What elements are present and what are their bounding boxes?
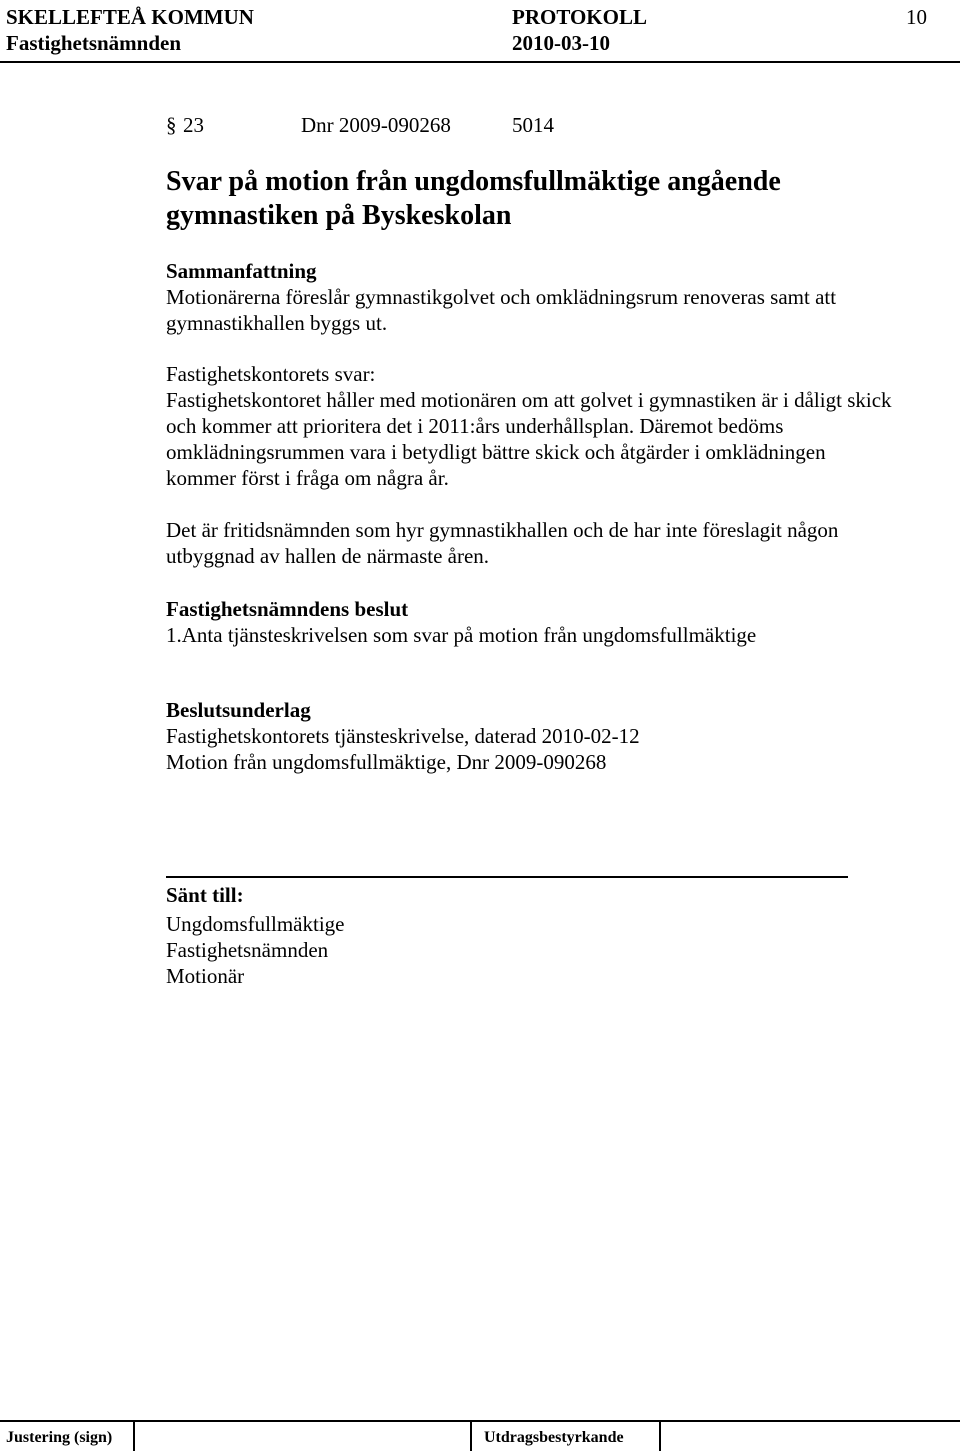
case-code: 5014 [512,113,554,137]
meeting-date: 2010-03-10 [512,31,610,55]
org-name: SKELLEFTEÅ KOMMUN [6,5,254,29]
sent-to-heading: Sänt till: [166,883,244,907]
response-line-3: omklädningsrummen vara i betydligt bättre skick och åtgärder i omklädningen [166,440,826,464]
extract-label: Utdragsbestyrkande [484,1429,624,1446]
case-dnr: Dnr 2009-090268 [301,113,451,137]
doc-type: PROTOKOLL [512,5,647,29]
basis-list [166,723,640,775]
response-p2-line-1: Det är fritidsnämnden som hyr gymnastikhallen och de har inte föreslagit någon [166,518,839,542]
footer-box-divider-3 [659,1421,661,1451]
summary-heading: Sammanfattning [166,259,317,283]
header-divider [0,61,960,63]
footer-box-divider-1 [133,1421,135,1451]
committee-name: Fastighetsnämnden [6,31,182,55]
case-number: 23 [183,113,204,137]
summary-line-2: gymnastikhallen byggs ut. [166,311,388,335]
summary-text [166,284,836,336]
response-paragraph-1 [166,387,892,491]
basis-heading: Beslutsunderlag [166,698,311,722]
basis-item-1: Fastighetskontorets tjänsteskrivelse, daterad 2010-02-12 [166,724,640,748]
title-line-1: Svar på motion från ungdomsfullmäktige angående [166,166,781,197]
page-number: 10 [906,5,927,29]
response-line-4: kommer först i fråga om några år. [166,466,449,490]
document-title [166,165,781,233]
response-p2-line-2: utbyggnad av hallen de närmaste åren. [166,544,490,568]
recipient-list [166,911,344,989]
recipient-item: Fastighetsnämnden [166,938,329,962]
decision-item-1: 1.Anta tjänsteskrivelsen som svar på motion från ungdomsfullmäktige [166,623,757,647]
signature-label: Justering (sign) [6,1429,113,1446]
paragraph-symbol: § [166,113,177,137]
signature-separator [166,876,848,878]
summary-line-1: Motionärerna föreslår gymnastikgolvet och omklädningsrum renoveras samt att [166,285,837,309]
response-line-1: Fastighetskontoret håller med motionären om att golvet i gymnastiken är i dåligt skick [166,388,892,412]
decision-heading: Fastighetsnämndens beslut [166,597,409,621]
response-line-2: och kommer att prioritera det i 2011:års underhållsplan. Däremot bedöms [166,414,784,438]
title-line-2: gymnastiken på Byskeskolan [166,200,512,231]
footer-divider [0,1420,960,1422]
recipient-item: Motionär [166,964,245,988]
basis-item-2: Motion från ungdomsfullmäktige, Dnr 2009-090268 [166,750,607,774]
footer-box-divider-2 [470,1421,472,1451]
response-paragraph-2 [166,517,838,569]
response-heading: Fastighetskontorets svar: [166,362,376,386]
recipient-item: Ungdomsfullmäktige [166,912,345,936]
